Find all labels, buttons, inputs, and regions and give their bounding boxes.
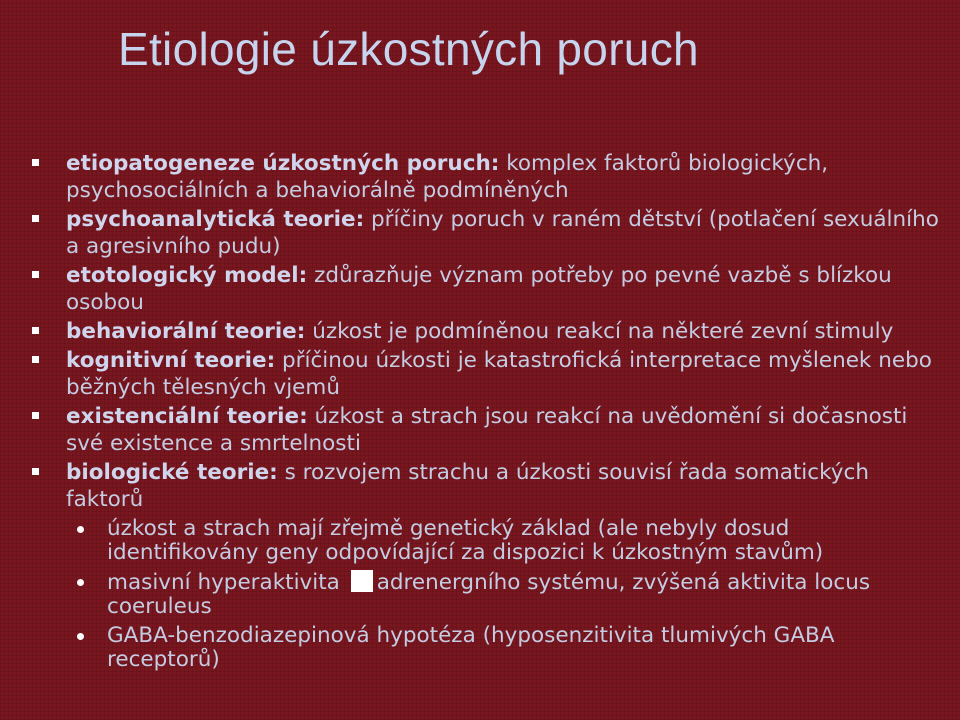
bullet-term: existenciální teorie: bbox=[66, 404, 308, 429]
sub-bullet-text: úzkost a strach mají zřejmě genetický základ (ale nebyly dosud identifikovány geny odpovídající za dispozici k úzkostným stavům) bbox=[107, 516, 824, 565]
sub-bullet-item bbox=[66, 517, 947, 565]
bullet-item bbox=[32, 318, 947, 345]
bullet-term: etiopatogeneze úzkostných poruch: bbox=[66, 151, 500, 176]
square-bullet-icon bbox=[32, 412, 39, 419]
square-bullet-icon bbox=[32, 271, 39, 278]
bullet-text: zdůrazňuje význam potřeby po pevné vazbě s blízkou osobou bbox=[66, 263, 892, 315]
bullet-term: behaviorální teorie: bbox=[66, 319, 306, 344]
sub-bullet-text: masivní hyperaktivita bbox=[107, 570, 347, 595]
square-bullet-icon bbox=[32, 468, 39, 475]
bullet-text: komplex faktorů biologických, psychosociálních a behaviorálně podmíněných bbox=[66, 151, 829, 203]
bullet-term: etotologický model: bbox=[66, 263, 308, 288]
bullet-text: s rozvojem strachu a úzkosti souvisí řada somatických faktorů bbox=[66, 460, 869, 512]
sub-bullet-item bbox=[66, 570, 947, 619]
sub-bullet-text: adrenergního systému, zvýšená aktivita locus coeruleus bbox=[107, 570, 871, 619]
square-bullet-icon bbox=[32, 215, 39, 222]
square-bullet-icon bbox=[32, 159, 39, 166]
bullet-item bbox=[32, 206, 947, 260]
bullet-item bbox=[32, 347, 947, 401]
bullet-item bbox=[32, 262, 947, 316]
sub-bullet-item bbox=[66, 624, 947, 672]
square-bullet-icon bbox=[32, 327, 39, 334]
sub-bullet-text: GABA-benzodiazepinová hypotéza (hyposenzitivita tlumivých GABA receptorů) bbox=[107, 623, 835, 672]
square-bullet-icon bbox=[32, 356, 39, 363]
bullet-text: úzkost je podmíněnou reakcí na některé zevní stimuly bbox=[305, 319, 894, 344]
sub-bullet-list bbox=[66, 517, 947, 672]
round-bullet-icon bbox=[77, 579, 84, 586]
slide-title: Etiologie úzkostných poruch bbox=[118, 23, 699, 75]
bullet-item bbox=[32, 150, 947, 204]
bullet-text: úzkost a strach jsou reakcí na uvědomění si dočasnosti své existence a smrtelnosti bbox=[66, 404, 908, 456]
round-bullet-icon bbox=[77, 633, 84, 640]
bullet-text: příčiny poruch v raném dětství (potlačení sexuálního a agresivního pudu) bbox=[66, 207, 939, 259]
bullet-item bbox=[32, 459, 947, 672]
bullet-item bbox=[32, 403, 947, 457]
bullet-term: kognitivní teorie: bbox=[66, 348, 276, 373]
bullet-term: psychoanalytická teorie: bbox=[66, 207, 365, 232]
bullet-term: biologické teorie: bbox=[66, 460, 278, 485]
bullet-text: příčinou úzkosti je katastrofická interpretace myšlenek nebo běžných tělesných vjemů bbox=[66, 348, 932, 400]
bullet-list bbox=[32, 150, 947, 677]
missing-glyph-box bbox=[351, 570, 373, 592]
round-bullet-icon bbox=[77, 526, 84, 533]
